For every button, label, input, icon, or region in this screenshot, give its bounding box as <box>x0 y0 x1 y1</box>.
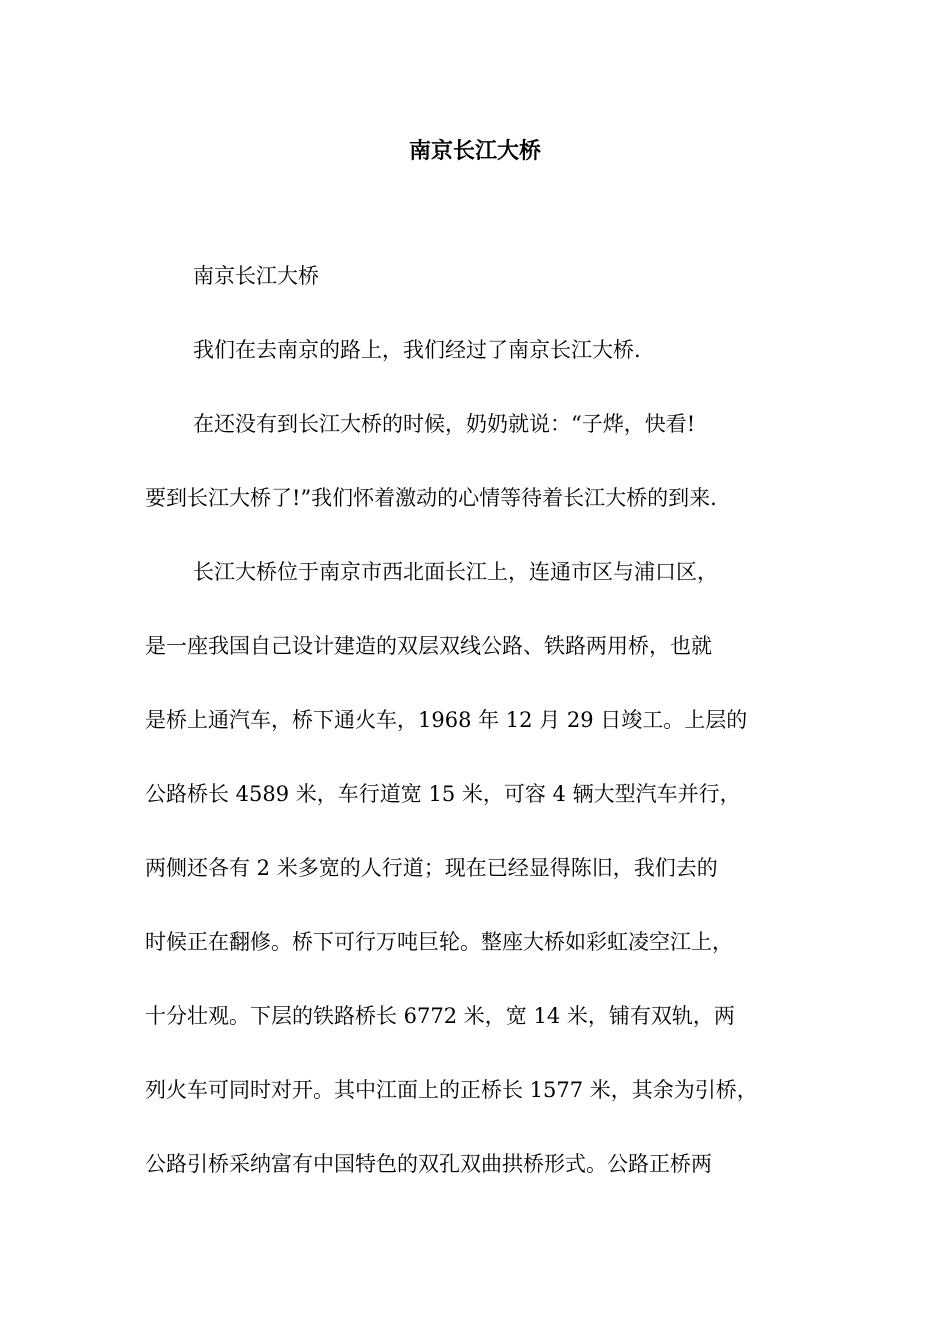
document-title: 南京长江大桥 <box>408 139 541 164</box>
paragraph-line: 十分壮观。下层的铁路桥长 6772 米，宽 14 米，铺有双轨，两 <box>145 1004 735 1028</box>
paragraph-line: 时候正在翻修。桥下可行万吨巨轮。整座大桥如彩虹凌空江上， <box>145 930 733 954</box>
paragraph-line: 列火车可同时对开。其中江面上的正桥长 1577 米，其余为引桥， <box>145 1078 758 1102</box>
paragraph-line: 在还没有到长江大桥的时候，奶奶就说：“子烨，快看! <box>193 412 696 436</box>
paragraph-line: 南京长江大桥 <box>193 264 319 288</box>
paragraph-line: 我们在去南京的路上，我们经过了南京长江大桥. <box>193 338 641 362</box>
paragraph-line: 是一座我国自己设计建造的双层双线公路、铁路两用桥，也就 <box>145 634 712 658</box>
paragraph-line: 要到长江大桥了!”我们怀着激动的心情等待着长江大桥的到来. <box>145 486 717 510</box>
paragraph-line: 长江大桥位于南京市西北面长江上，连通市区与浦口区， <box>193 560 718 584</box>
paragraph-line: 两侧还各有 2 米多宽的人行道；现在已经显得陈旧，我们去的 <box>145 856 718 880</box>
paragraph-line: 公路引桥采纳富有中国特色的双孔双曲拱桥形式。公路正桥两 <box>145 1152 712 1176</box>
paragraph-line: 是桥上通汽车，桥下通火车，1968 年 12 月 29 日竣工。上层的 <box>145 708 748 732</box>
paragraph-line: 公路桥长 4589 米，车行道宽 15 米，可容 4 辆大型汽车并行， <box>145 782 741 806</box>
